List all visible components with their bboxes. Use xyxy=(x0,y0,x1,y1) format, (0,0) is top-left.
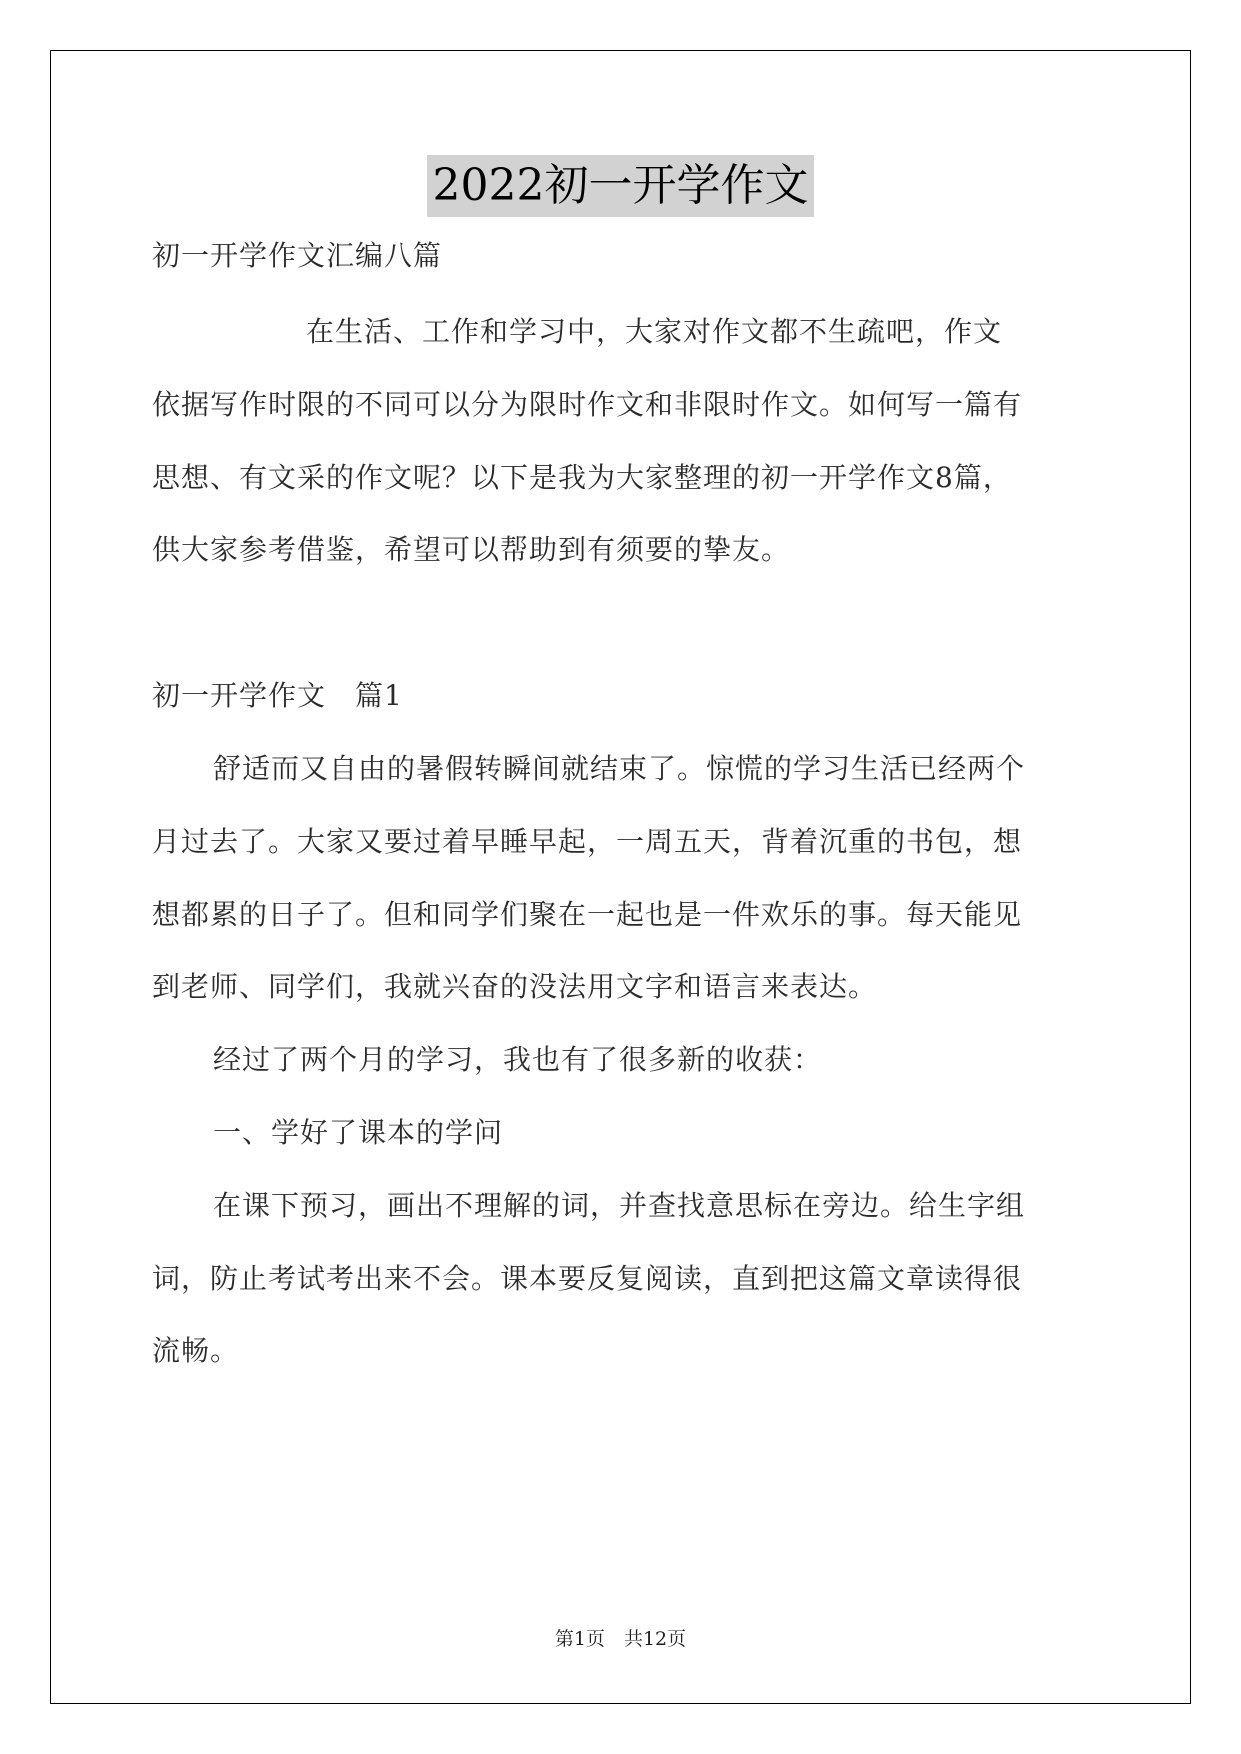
paragraph1-line-1: 舒适而又自由的暑假转瞬间就结束了。惊慌的学习生活已经两个 xyxy=(213,752,1026,785)
document-subtitle: 初一开学作文汇编八篇 xyxy=(152,239,443,272)
page-number-label: 第1页 共12页 xyxy=(554,1628,687,1650)
intro-line-4: 供大家参考借鉴，希望可以帮助到有须要的挚友。 xyxy=(152,533,791,566)
intro-line-2: 依据写作时限的不同可以分为限时作文和非限时作文。如何写一篇有 xyxy=(152,388,1023,421)
intro-line-3: 思想、有文采的作文呢？以下是我为大家整理的初一开学作文8篇， xyxy=(152,461,1012,494)
page-border xyxy=(50,50,1191,1704)
paragraph1-line-4: 到老师、同学们，我就兴奋的没法用文字和语言来表达。 xyxy=(152,970,878,1003)
paragraph1-line-2: 月过去了。大家又要过着早睡早起，一周五天，背着沉重的书包，想 xyxy=(152,825,1023,858)
document-title: 2022初一开学作文 xyxy=(427,155,815,217)
paragraph3-line-1: 在课下预习，画出不理解的词，并查找意思标在旁边。给生字组 xyxy=(213,1189,1026,1222)
intro-line-1: 在生活、工作和学习中，大家对作文都不生疏吧，作文 xyxy=(306,315,1003,348)
page-footer xyxy=(0,1627,1241,1651)
point-heading-1: 一、学好了课本的学问 xyxy=(213,1116,504,1149)
paragraph3-line-3: 流畅。 xyxy=(152,1334,240,1367)
paragraph2: 经过了两个月的学习，我也有了很多新的收获： xyxy=(213,1043,823,1076)
paragraph3-line-2: 词，防止考试考出来不会。课本要反复阅读，直到把这篇文章读得很 xyxy=(152,1262,1023,1295)
title-container xyxy=(0,155,1241,217)
section-heading: 初一开学作文 篇1 xyxy=(152,679,403,712)
paragraph1-line-3: 想都累的日子了。但和同学们聚在一起也是一件欢乐的事。每天能见 xyxy=(152,898,1023,931)
